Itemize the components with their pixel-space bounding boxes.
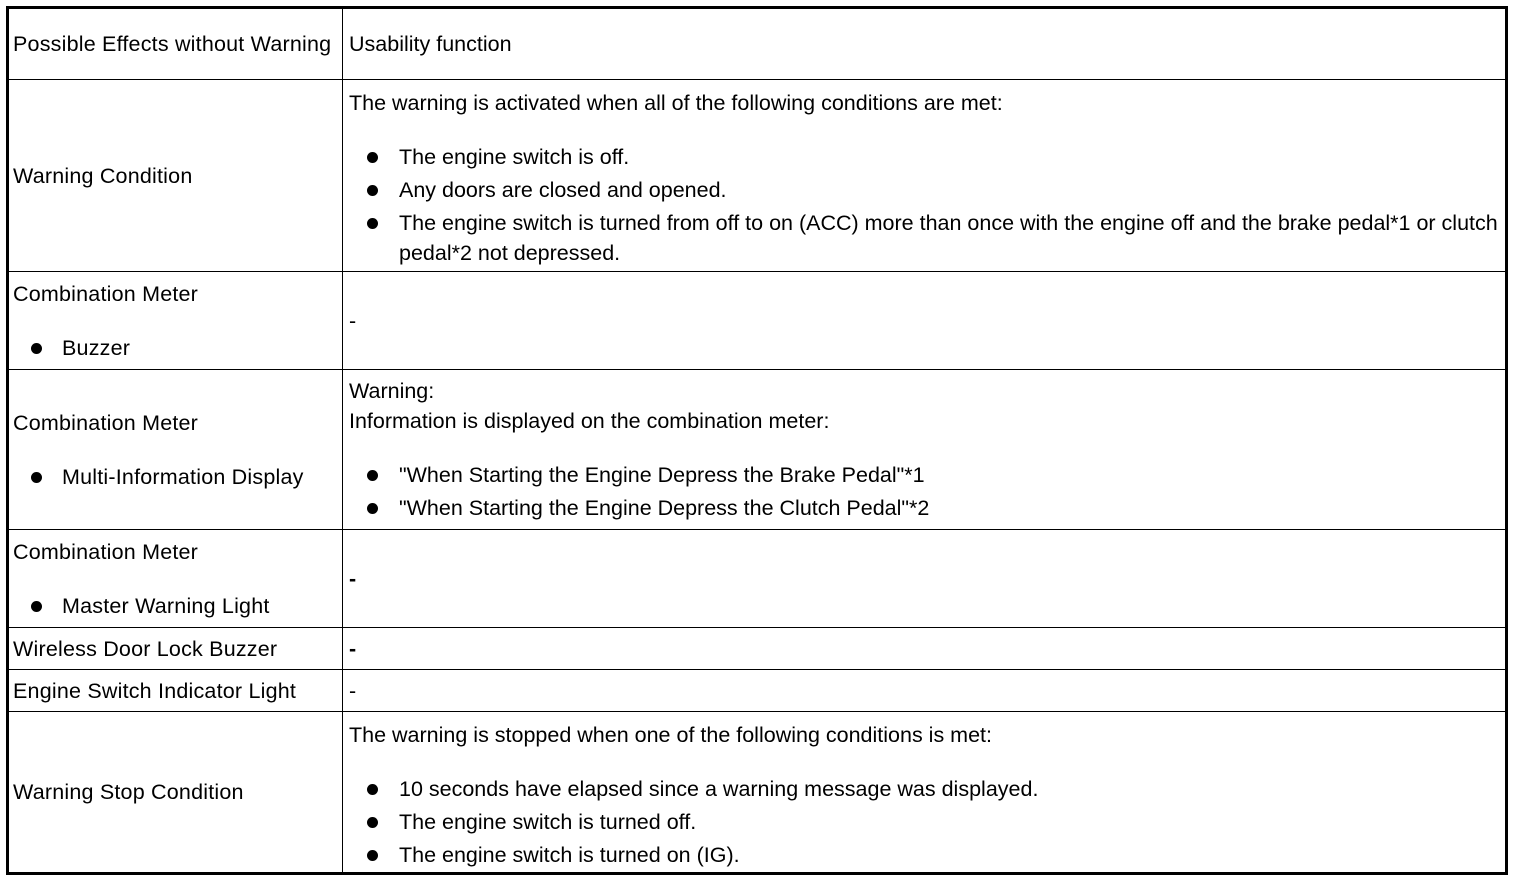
row-value-warning-stop bbox=[343, 712, 1505, 872]
row-value-text: - bbox=[349, 566, 357, 591]
bullet-icon bbox=[31, 343, 42, 354]
list-item-text: Buzzer bbox=[62, 335, 131, 360]
row-label-wireless-buzzer bbox=[9, 628, 343, 670]
bullet-icon bbox=[367, 185, 378, 196]
row-value-text: - bbox=[349, 308, 357, 333]
bullet-icon bbox=[367, 503, 378, 514]
bullet-icon bbox=[367, 152, 378, 163]
row-label-text: Combination Meter bbox=[13, 281, 199, 306]
row-value-wireless-buzzer bbox=[343, 628, 1505, 670]
bullet-icon bbox=[367, 784, 378, 795]
bullet-icon bbox=[367, 470, 378, 481]
list-item-text: "When Starting the Engine Depress the Clutch Pedal"*2 bbox=[399, 496, 930, 520]
row-label-text: Combination Meter bbox=[13, 539, 199, 564]
list-item bbox=[349, 175, 1501, 205]
row-value-warning-condition bbox=[343, 80, 1505, 272]
condition-list bbox=[349, 142, 1501, 268]
row-label-text: Wireless Door Lock Buzzer bbox=[13, 636, 278, 661]
bullet-icon bbox=[367, 817, 378, 828]
list-item-text: Multi-Information Display bbox=[62, 464, 304, 489]
list-item-text: 10 seconds have elapsed since a warning message was displayed. bbox=[399, 777, 1039, 801]
row-label-text: Combination Meter bbox=[13, 410, 199, 435]
row-value-mid bbox=[343, 370, 1505, 530]
list-item bbox=[349, 142, 1501, 172]
warning-info: Information is displayed on the combination meter: bbox=[349, 409, 830, 433]
warning-label: Warning: bbox=[349, 379, 435, 403]
sub-item-list bbox=[13, 591, 338, 621]
row-label-text: Engine Switch Indicator Light bbox=[13, 678, 297, 703]
row-value-text: - bbox=[349, 678, 357, 703]
row-label-text: Warning Stop Condition bbox=[13, 780, 244, 804]
row-value-master-light bbox=[343, 530, 1505, 628]
list-item-text: The engine switch is turned on (IG). bbox=[399, 843, 740, 867]
row-value-usability bbox=[343, 9, 1505, 80]
row-label-engine-indicator bbox=[9, 670, 343, 712]
row-value-text: - bbox=[349, 636, 357, 661]
row-label-combination-meter-mid bbox=[9, 370, 343, 530]
list-item bbox=[349, 460, 1501, 490]
message-list bbox=[349, 460, 1501, 523]
condition-intro: The warning is activated when all of the following conditions are met: bbox=[349, 91, 1003, 115]
list-item bbox=[349, 774, 1501, 804]
row-label-combination-meter-buzzer bbox=[9, 272, 343, 370]
row-label-warning-stop bbox=[9, 712, 343, 872]
row-label-combination-meter-light bbox=[9, 530, 343, 628]
stop-condition-list bbox=[349, 774, 1501, 870]
stop-intro: The warning is stopped when one of the following conditions is met: bbox=[349, 723, 992, 747]
list-item-text: Master Warning Light bbox=[62, 593, 270, 618]
list-item bbox=[349, 840, 1501, 870]
row-label-text: Possible Effects without Warning bbox=[13, 32, 332, 56]
row-value-engine-indicator bbox=[343, 670, 1505, 712]
list-item bbox=[13, 333, 338, 363]
list-item bbox=[13, 591, 338, 621]
bullet-icon bbox=[31, 472, 42, 483]
warning-table bbox=[6, 6, 1508, 875]
bullet-icon bbox=[367, 850, 378, 861]
list-item bbox=[349, 493, 1501, 523]
bullet-icon bbox=[31, 601, 42, 612]
row-value-text: Usability function bbox=[349, 32, 512, 56]
list-item-text: Any doors are closed and opened. bbox=[399, 178, 727, 202]
list-item-text: The engine switch is turned off. bbox=[399, 810, 697, 834]
row-label-possible-effects bbox=[9, 9, 343, 80]
list-item bbox=[349, 208, 1501, 268]
sub-item-list bbox=[13, 333, 338, 363]
list-item-text: "When Starting the Engine Depress the Brake Pedal"*1 bbox=[399, 463, 925, 487]
bullet-icon bbox=[367, 218, 378, 229]
list-item-text: The engine switch is off. bbox=[399, 145, 630, 169]
list-item bbox=[13, 462, 338, 492]
sub-item-list bbox=[13, 462, 338, 492]
row-value-buzzer bbox=[343, 272, 1505, 370]
row-label-warning-condition bbox=[9, 80, 343, 272]
list-item bbox=[349, 807, 1501, 837]
list-item-text: The engine switch is turned from off to on (ACC) more than once with the engine off and the brake pedal*1 or clutch pedal*2 not depressed. bbox=[399, 211, 1498, 265]
row-label-text: Warning Condition bbox=[13, 163, 193, 188]
